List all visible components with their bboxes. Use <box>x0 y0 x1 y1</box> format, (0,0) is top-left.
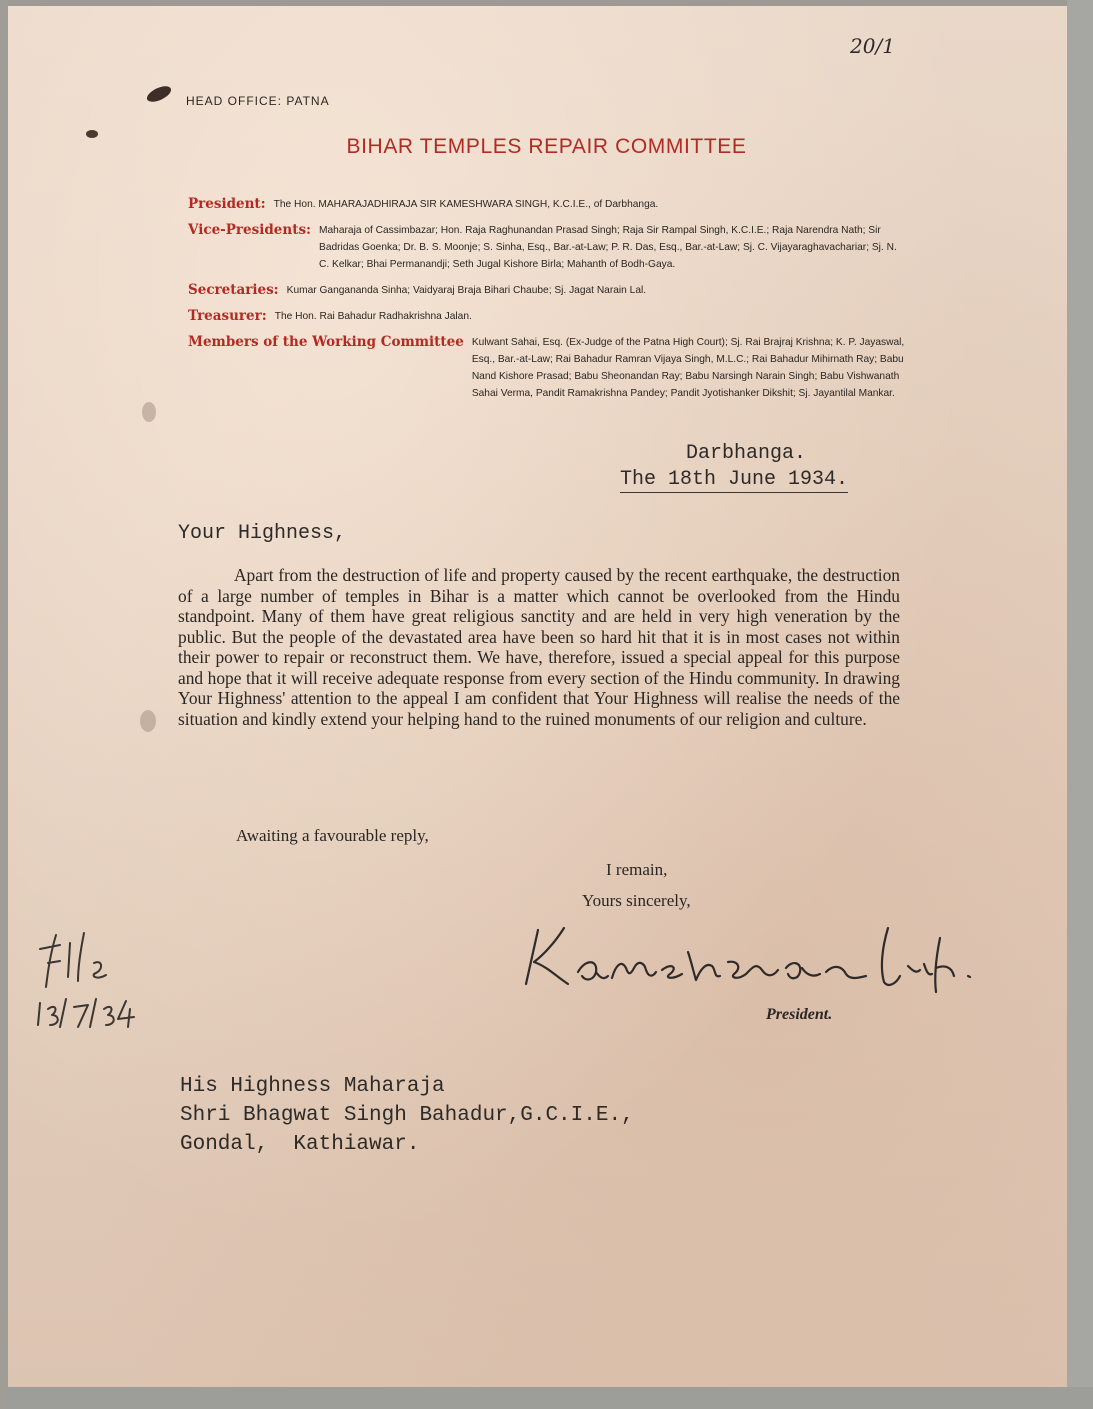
role-vice-presidents <box>188 222 908 273</box>
role-label: Secretaries: <box>188 282 279 298</box>
scan-edge-top <box>0 0 1093 6</box>
rust-mark <box>145 83 174 105</box>
role-label: Vice-Presidents: <box>188 222 312 238</box>
role-treasurer <box>188 308 908 325</box>
handwritten-signature <box>516 918 986 998</box>
corner-note: 20/1 <box>850 34 895 58</box>
closing-yours: Yours sincerely, <box>582 891 691 910</box>
role-text: Kumar Gangananda Sinha; Vaidyaraj Braja Bihari Chaube; Sj. Jagat Narain Lal. <box>286 285 647 296</box>
letter-place: Darbhanga. <box>686 442 807 465</box>
salutation: Your Highness, <box>178 522 347 545</box>
handwritten-file-note <box>26 915 146 1035</box>
closing-awaiting: Awaiting a favourable reply, <box>236 826 429 845</box>
address-line: Gondal, Kathiawar. <box>180 1133 420 1156</box>
role-label: President: <box>188 196 266 212</box>
head-office: HEAD OFFICE: PATNA <box>186 94 330 108</box>
signatory-title: President. <box>766 1006 833 1023</box>
role-text: Kulwant Sahai, Esq. (Ex-Judge of the Patna High Court); Sj. Rai Brajraj Krishna; K. P. Jayaswal, Esq., Bar.-at-Law; Rai Bahadur Ramran Vijaya Singh, M.L.C.; Rai Bahadur Mihirnath Ray; Babu Nand Kishore Prasad; Babu Sheonandan Ray; Babu Narsingh Narain Singh; Babu Vishwanath Sahai Verma, Pandit Ramakrishna Pandey; Pandit Jyotishanker Dikshit; Sj. Jayantilal Mankar. <box>471 337 905 399</box>
letter-body: Apart from the destruction of life and property caused by the recent earthquake, the destruction of a large number of temples in Bihar is a matter which cannot be overlooked from the Hindu standpoint. Many of them have great religious sanctity and are held in very high veneration by the public. But the people of the devastated area have been so hard hit that it is in most cases not within their power to repair or reconstruct them. We have, therefore, issued a special appeal for this purpose and hope that it will receive adequate response from every section of the Hindu community. In drawing Your Highness' attention to the appeal I am confident that Your Highness will realise the needs of the situation and kindly extend your helping hand to the ruined monuments of our religion and culture. <box>178 565 900 729</box>
role-label: Treasurer: <box>188 308 267 324</box>
committee-roles <box>188 196 908 411</box>
role-president <box>188 196 908 213</box>
role-working-committee <box>188 334 908 402</box>
role-text: The Hon. MAHARAJADHIRAJA SIR KAMESHWARA SINGH, K.C.I.E., of Darbhanga. <box>273 199 659 210</box>
committee-title: BIHAR TEMPLES REPAIR COMMITTEE <box>346 135 747 158</box>
closing-remain: I remain, <box>606 860 668 879</box>
role-label: Members of the Working Committee <box>188 334 464 350</box>
address-line: His Highness Maharaja <box>180 1075 445 1098</box>
scan-edge-left <box>0 0 8 1409</box>
letter-date: The 18th June 1934. <box>620 468 849 491</box>
scan-edge-right <box>1067 0 1093 1409</box>
role-text: Maharaja of Cassimbazar; Hon. Raja Raghunandan Prasad Singh; Raja Sir Rampal Singh, K.C.I.E.; Raja Narendra Nath; Sir Badridas Goenka; Dr. B. S. Moonje; S. Sinha, Esq., Bar.-at-Law; P. R. Das, Esq., Bar.-at-Law; Sj. C. Vijayaraghavachariar; Sj. N. C. Kelkar; Bhai Permanandji; Seth Jugal Kishore Birla; Mahanth of Bodh-Gaya. <box>319 225 897 270</box>
role-text: The Hon. Rai Bahadur Radhakrishna Jalan. <box>274 311 472 322</box>
punch-mark <box>142 402 156 422</box>
punch-mark <box>140 710 156 732</box>
address-line: Shri Bhagwat Singh Bahadur,G.C.I.E., <box>180 1104 634 1127</box>
role-secretaries <box>188 282 908 299</box>
recipient-address <box>180 1072 634 1159</box>
scan-edge-bottom <box>0 1387 1093 1409</box>
